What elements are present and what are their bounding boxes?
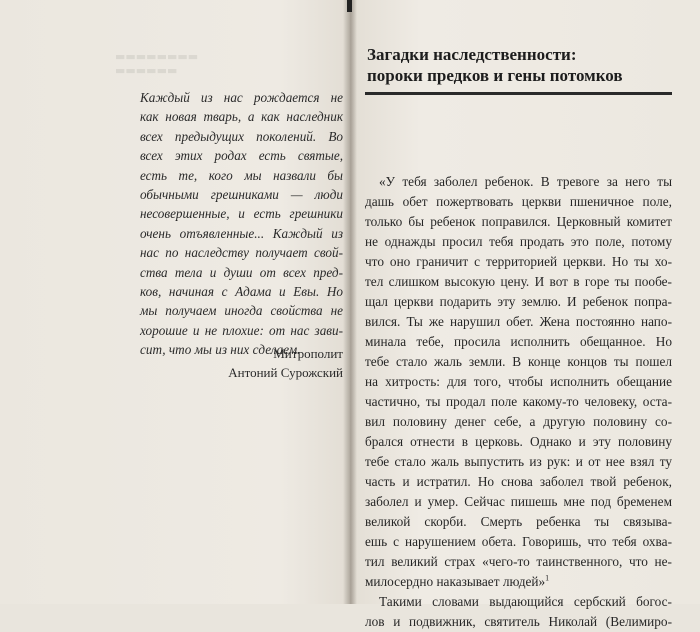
- epigraph-line: всех предыдущих поколений. Во: [140, 128, 343, 144]
- epigraph: [140, 88, 343, 360]
- epigraph-line: ков, начиная с Адама и Евы. Но: [140, 284, 343, 300]
- body-line: Такими словами выдающийся сербский богос-: [379, 594, 672, 609]
- body-line: тел слишком высокую цену. И вот в горе ты пообе-: [365, 274, 672, 289]
- epigraph-line: ства тела и души от всех пред-: [140, 264, 343, 280]
- body-line: что оно граничит с территорией церкви. Но ты хо-: [365, 254, 672, 269]
- gutter-mark: [347, 0, 352, 12]
- body-line: частично, ты продал поле какому-то человеку, оста-: [365, 394, 672, 409]
- epigraph-line: сит, что мы из них сделаем.: [140, 342, 301, 358]
- title-rule: [365, 92, 672, 95]
- body-line: тил великий страх «чего-то таинственного, что не-: [365, 554, 672, 569]
- body-line: только бы ребенок поправился. Церковный комитет: [365, 214, 672, 229]
- body-line: великой скорби. Смерть ребенка ты связыва-: [365, 514, 672, 529]
- body-line: минала тебе, просила исполнить обещанное. Но: [365, 334, 672, 349]
- body-line: вился. Ты же нарушил обет. Жена постоянно напо-: [365, 314, 672, 329]
- footnote-mark: 1: [545, 573, 550, 583]
- epigraph-line: всех этих родах есть святые,: [140, 148, 343, 164]
- body-line: дашь обет пожертвовать церкви пшеничное поле,: [365, 194, 672, 209]
- body-line: тебе стало жаль выпустить из рук: и от нее взял ту: [365, 454, 672, 469]
- body-line: заболел и умер. Сейчас пишешь мне под бременем: [365, 494, 672, 509]
- epigraph-line: мы получаем иногда свойства не: [140, 303, 343, 319]
- body-line: ешь с нарушением обета. Говоришь, что тебя охва-: [365, 534, 672, 549]
- epigraph-author: [180, 344, 343, 382]
- body-text: [365, 172, 672, 632]
- author-name: Антоний Сурожский: [228, 365, 343, 380]
- epigraph-line: есть те, кого мы назвали бы: [140, 167, 343, 183]
- body-line: вил половину денег себе, а другую половину со-: [365, 414, 672, 429]
- body-line: лов и подвижник, святитель Николай (Велимиро-: [365, 614, 672, 629]
- epigraph-line: обычными грешниками — люди: [140, 187, 343, 203]
- body-line: на хитрость: для того, чтобы исполнить обещание: [365, 374, 672, 389]
- book-gutter: [343, 0, 357, 604]
- body-line: часть и истратил. Но снова заболел твой ребенок,: [365, 474, 672, 489]
- author-title: Митрополит: [273, 346, 343, 361]
- body-line: не однажды просил тебя продать это поле, потому: [365, 234, 672, 249]
- chapter-title-line: Загадки наследственности:: [367, 45, 577, 64]
- body-line: «У тебя заболел ребенок. В тревоге за него ты: [379, 174, 672, 189]
- epigraph-line: очень отъявленные... Каждый из: [140, 225, 343, 241]
- epigraph-line: как новая тварь, а как наследник: [140, 109, 343, 125]
- body-line: [365, 572, 672, 592]
- body-line: тебе стало жаль земли. В конце концов ты пошел: [365, 354, 672, 369]
- chapter-title: [367, 44, 672, 86]
- epigraph-line: Каждый из нас рождается не: [140, 90, 343, 105]
- bleed-through-text: ▬▬▬▬▬▬▬▬ ▬▬▬▬▬▬: [115, 50, 199, 77]
- body-line: брался отнести в церковь. Однако и эту половину: [365, 434, 672, 449]
- body-line: щал церкви подарить эту землю. И ребенок попра-: [365, 294, 672, 309]
- epigraph-line: хорошие и не плохие: от нас зави-: [140, 322, 343, 338]
- epigraph-line: несовершенные, и есть грешники: [140, 206, 343, 222]
- body-line-text: милосердно наказывает людей»: [365, 574, 546, 589]
- epigraph-line: нас по наследству получает свой-: [140, 245, 343, 261]
- chapter-title-line: пороки предков и гены потомков: [367, 66, 623, 85]
